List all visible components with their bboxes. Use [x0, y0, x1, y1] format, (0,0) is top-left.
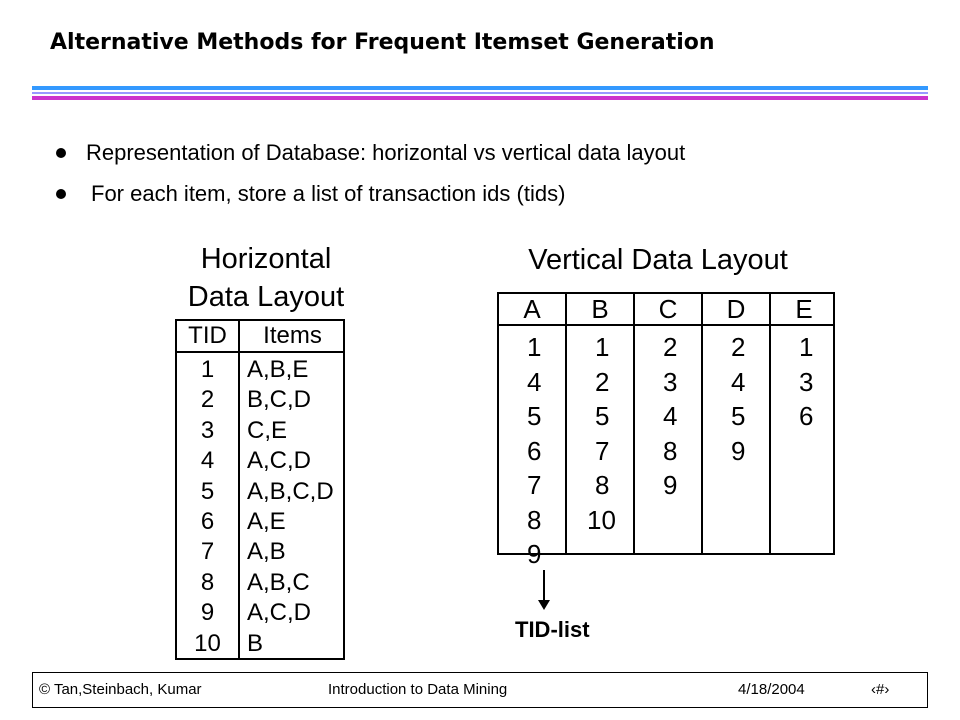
- tid-cell: 1: [200, 356, 215, 383]
- tid-cell: 7: [595, 435, 610, 466]
- title-rule-lavender: [32, 92, 928, 94]
- table-row: [177, 598, 343, 628]
- tid-cell: 9: [663, 470, 678, 500]
- tid-cell: 9: [200, 599, 215, 627]
- footer-page-number: ‹#›: [871, 681, 890, 698]
- tid-cell: 5: [200, 477, 215, 505]
- tid-cell: 1: [799, 332, 814, 362]
- item-header: E: [795, 294, 813, 324]
- slide-title: Alternative Methods for Frequent Itemset Generation: [50, 30, 715, 55]
- tid-cell: 8: [595, 470, 610, 500]
- tid-cell: 3: [799, 366, 814, 397]
- footer-copyright: © Tan,Steinbach, Kumar: [39, 681, 202, 698]
- tid-cell: 1: [595, 332, 610, 362]
- table-row: [177, 507, 343, 537]
- vertical-data-table: [497, 292, 835, 569]
- title-rule-magenta: [32, 96, 928, 100]
- tid-cell: 5: [595, 401, 610, 431]
- tid-cell: 6: [527, 435, 542, 466]
- tid-cell: 7: [527, 470, 542, 500]
- bullet-text: For each item, store a list of transaction ids (tids): [91, 181, 566, 206]
- table-row: [177, 385, 343, 415]
- tid-list: [499, 330, 565, 572]
- tid-cell: 5: [527, 401, 542, 431]
- vertical-column-e: [771, 294, 837, 553]
- vertical-column-c: [635, 294, 701, 553]
- footer-course-title: Introduction to Data Mining: [328, 681, 508, 698]
- items-cell: A,E: [247, 507, 286, 535]
- bullet-item: [56, 181, 565, 207]
- horizontal-table-body: [177, 355, 343, 659]
- table-row: [177, 446, 343, 476]
- tid-cell: 4: [663, 401, 678, 431]
- tid-cell: 1: [527, 332, 542, 362]
- tid-list-label: TID-list: [515, 617, 590, 642]
- horizontal-layout-title: [176, 240, 356, 316]
- items-cell: A,C,D: [247, 447, 312, 475]
- tid-cell: 3: [663, 366, 678, 397]
- tid-cell: 4: [200, 447, 215, 475]
- items-cell: A,B,E: [247, 356, 309, 383]
- vertical-column-b: [567, 294, 633, 553]
- tid-cell: 2: [731, 332, 746, 362]
- title-rule-blue: [32, 86, 928, 90]
- tid-cell: 10: [194, 629, 221, 657]
- vertical-column-a: [499, 294, 565, 569]
- item-header: C: [658, 294, 678, 324]
- items-cell: B: [247, 629, 264, 657]
- tid-cell: 2: [663, 332, 678, 362]
- tid-cell: 7: [200, 538, 215, 566]
- bullet-dot-icon: [56, 148, 66, 158]
- items-cell: B,C,D: [247, 386, 312, 414]
- horizontal-table-header: [177, 321, 343, 353]
- footer-date: 4/18/2004: [738, 681, 805, 698]
- table-row: [177, 416, 343, 446]
- table-row: [177, 477, 343, 507]
- tid-cell: 6: [200, 507, 215, 535]
- header-tid: TID: [188, 322, 227, 349]
- slide-footer: [32, 672, 928, 708]
- items-cell: A,B: [247, 538, 286, 566]
- tid-cell: 4: [731, 366, 746, 397]
- tid-cell: 9: [731, 435, 746, 466]
- tid-list: [771, 330, 837, 434]
- tid-cell: 10: [587, 504, 616, 535]
- items-cell: A,B,C,D: [247, 477, 334, 505]
- horizontal-data-table: [175, 319, 345, 660]
- tid-list: [567, 330, 633, 537]
- down-arrow-icon: [543, 570, 545, 602]
- horizontal-title-line: Data Layout: [187, 281, 345, 313]
- tid-cell: 2: [200, 386, 215, 414]
- table-row: [177, 537, 343, 567]
- items-cell: C,E: [247, 416, 288, 444]
- bullet-item: [56, 140, 685, 166]
- header-items: Items: [263, 322, 322, 349]
- table-row: [177, 355, 343, 385]
- tid-cell: 8: [200, 568, 215, 596]
- tid-cell: 3: [200, 416, 215, 444]
- items-cell: A,B,C: [247, 568, 310, 596]
- horizontal-title-line: Horizontal: [200, 243, 332, 275]
- tid-cell: 4: [527, 366, 542, 397]
- tid-cell: 6: [799, 401, 814, 431]
- item-header: A: [523, 294, 541, 324]
- tid-cell: 5: [731, 401, 746, 431]
- item-header: B: [591, 294, 609, 324]
- arrow-head-icon: [538, 600, 550, 610]
- tid-list: [635, 330, 701, 503]
- bullet-text: Representation of Database: horizontal vs vertical data layout: [86, 140, 686, 165]
- tid-cell: 2: [595, 366, 610, 397]
- table-row: [177, 568, 343, 598]
- items-cell: A,C,D: [247, 599, 312, 627]
- tid-cell: 8: [527, 504, 542, 535]
- tid-cell: 9: [527, 539, 542, 569]
- bullet-dot-icon: [56, 189, 66, 199]
- vertical-column-d: [703, 294, 769, 553]
- item-header: D: [726, 294, 746, 324]
- tid-list: [703, 330, 769, 468]
- table-row: [177, 629, 343, 659]
- tid-cell: 8: [663, 435, 678, 466]
- vertical-layout-title: Vertical Data Layout: [528, 244, 788, 276]
